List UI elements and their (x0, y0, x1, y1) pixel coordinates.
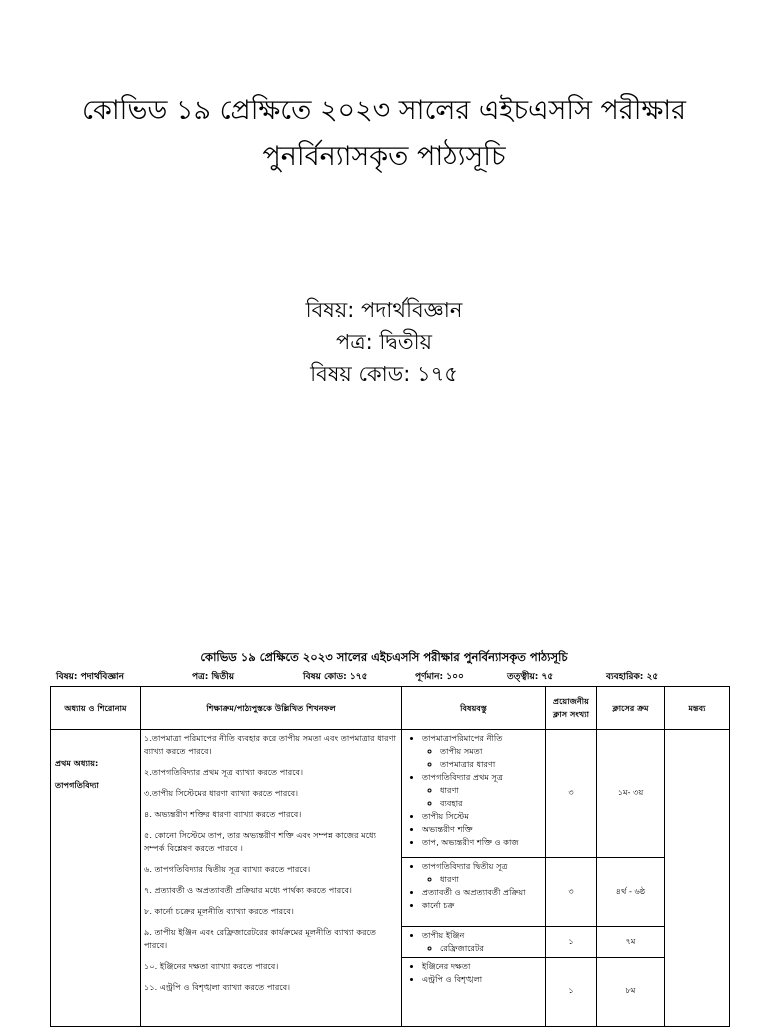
chapter-title: তাপগতিবিদ্যা (55, 780, 99, 790)
remarks-cell (665, 730, 730, 1027)
content-group (402, 927, 545, 958)
content-item (422, 771, 541, 810)
info-full-marks: পূর্ণমান: ১০০ (415, 672, 464, 682)
col-order-header: ক্লাসের ক্রম (597, 687, 665, 730)
outcome-item: ১১. এন্ট্রপি ও বিশৃঙ্খলা ব্যাখ্যা করতে পারবে। (144, 982, 291, 992)
outcome-item: ৭. প্রত্যাবর্তী ও অপ্রত্যাবর্তী প্রক্রিয়ার মধ্যে পার্থক্য করতে পারবে। (144, 885, 352, 895)
class-count: ১ (568, 984, 574, 995)
cover-title-line-1: কোভিড ১৯ প্রেক্ষিতে ২০২৩ সালের এইচএসসি পরীক্ষার (82, 95, 686, 126)
chapter-cell (51, 730, 141, 1027)
chapter-number: প্রথম অধ্যায়: (55, 758, 99, 768)
content-item: • প্রত্যাবর্তী ও অপ্রত্যাবর্তী প্রক্রিয়া (422, 886, 541, 899)
content-subitem: ◦ ধারণা (440, 873, 541, 886)
info-practical: ব্যবহারিক: ২৫ (606, 672, 659, 682)
cover-paper: পত্র: দ্বিতীয় (335, 330, 433, 354)
col-content-header: বিষয়বস্তু (402, 687, 546, 730)
table-heading: কোভিড ১৯ প্রেক্ষিতে ২০২৩ সালের এইচএসসি পরীক্ষার পুনর্বিন্যাসকৃত পাঠ্যসূচি (200, 650, 568, 664)
outcome-item: ৮. কার্নো চক্রের মূলনীতি ব্যাখ্যা করতে পারবে। (144, 906, 294, 916)
table-header-row (51, 687, 730, 730)
outcome-item: ৯. তাপীয় ইঞ্জিন এবং রেফ্রিজারেটরের কার্যক্রমের মূলনীতি ব্যাখ্যা করতে পারবে। (144, 927, 377, 950)
syllabus-table (50, 686, 730, 1027)
outcome-item: ৫. কোনো সিস্টেমে তাপ, তার অভ্যন্তরীণ শক্তি এবং সম্পন্ন কাজের মধ্যে সম্পর্ক বিশ্লেষণ করতে পারবে । (144, 830, 376, 853)
content-item: • অভ্যন্তরীণ শক্তি (422, 823, 541, 836)
content-item (422, 860, 541, 886)
class-count: ১ (546, 927, 596, 958)
info-subject: বিষয়: পদার্থবিজ্ঞান (56, 672, 125, 682)
content-list (406, 732, 541, 849)
class-count: ৩ (546, 730, 596, 858)
class-count: ৩ (546, 858, 596, 927)
col-remarks-header: মন্তব্য (665, 687, 730, 730)
content-item: • তাপ, অভ্যন্তরীণ শক্তি ও কাজ (422, 836, 541, 849)
outcomes-cell (141, 730, 402, 1027)
content-item: • ইঞ্জিনের দক্ষতা (422, 960, 541, 973)
cover-title-line-2: পুনর্বিন্যাসকৃত পাঠ্যসূচি (262, 141, 506, 172)
content-item-label: তাপীয় ইঞ্জিন (422, 930, 465, 940)
content-item-label: তাপমাত্রাপরিমাপের নীতি (422, 733, 503, 743)
col-outcomes-header: শিক্ষাক্রম/পাঠ্যপুস্তকে উল্লিখিত শিখনফল (141, 687, 402, 730)
content-list (406, 860, 541, 912)
cover-subject-code: বিষয় কোড: ১৭৫ (310, 362, 458, 386)
subject-info-block (0, 294, 768, 390)
content-item-label: তাপগতিবিদ্যার দ্বিতীয় সূত্র (422, 861, 508, 871)
info-paper: পত্র: দ্বিতীয় (192, 672, 235, 682)
content-item-label: তাপগতিবিদ্যার প্রথম সূত্র (422, 772, 503, 782)
content-list (406, 960, 541, 986)
class-order: ৮ম (625, 984, 636, 995)
content-subitem: ◦ রেফ্রিজারেটর (440, 942, 541, 955)
content-subitem: ◦ তাপমাত্রার ধারণা (440, 758, 541, 771)
content-subitem: ◦ তাপীয় সমতা (440, 745, 541, 758)
col-chapter-header: অধ্যায় ও শিরোনাম (51, 687, 141, 730)
classes-cell (546, 730, 597, 1027)
subject-info-row (0, 669, 768, 683)
content-subitem: ◦ ধারণা (440, 784, 541, 797)
content-cell (402, 730, 546, 1027)
content-list (406, 929, 541, 955)
class-order: ৭ম (597, 927, 664, 958)
content-item (422, 732, 541, 771)
content-item: • তাপীয় সিস্টেম (422, 810, 541, 823)
outcome-item: ২.তাপগতিবিদ্যার প্রথম সূত্র ব্যাখ্যা করতে পারবে। (144, 767, 304, 777)
content-group (402, 858, 545, 927)
content-group (402, 958, 545, 1026)
class-order: ৪র্থ - ৬ষ্ঠ (597, 858, 664, 927)
content-subitem: ◦ ব্যবহার (440, 797, 541, 810)
info-theory: তত্ত্বীয়: ৭৫ (507, 672, 554, 682)
class-order: ১ম- ৩য় (597, 730, 664, 858)
col-classes-header: প্রয়োজনীয় ক্লাস সংখ্যা (546, 687, 597, 730)
content-item: • কার্নো চক্র (422, 899, 541, 912)
content-item (422, 929, 541, 955)
cover-subject: বিষয়: পদার্থবিজ্ঞান (305, 298, 463, 322)
content-item: • এন্ট্রপি ও বিশৃঙ্খলা (422, 973, 541, 986)
info-code: বিষয় কোড: ১৭৫ (303, 672, 368, 682)
content-group (402, 730, 545, 858)
outcome-item: ৩.তাপীয় সিস্টেমের ধারণা ব্যাখ্যা করতে পারবে। (144, 788, 299, 798)
table-row (51, 730, 730, 1027)
class-order-cell (597, 730, 665, 1027)
outcome-item: ৬. তাপগতিবিদ্যার দ্বিতীয় সূত্র ব্যাখ্যা করতে পারবে। (144, 864, 311, 874)
outcome-item: ১০. ইঞ্জিনের দক্ষতা ব্যাখ্যা করতে পারবে। (144, 961, 279, 971)
outcome-item: ১.তাপমাত্রা পরিমাপের নীতি ব্যবহার করে তাপীয় সমতা এবং তাপমাত্রার ধারণা ব্যাখ্যা করতে পারবে। (144, 733, 397, 756)
outcome-item: ৪. অভ্যন্তরীণ শক্তির ধারণা ব্যাখ্যা করতে পারবে। (144, 809, 302, 819)
cover-title (0, 88, 768, 180)
